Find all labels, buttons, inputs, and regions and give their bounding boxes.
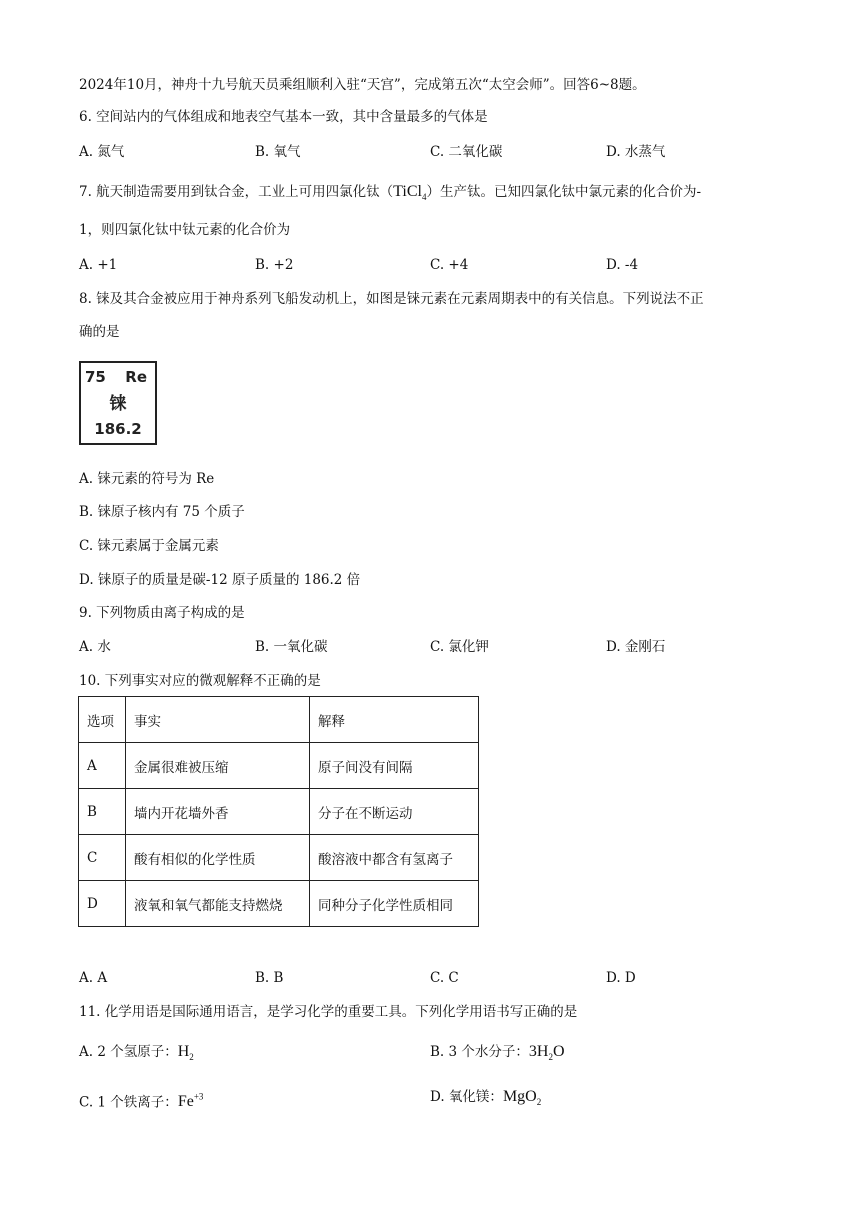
q8-option-d: D. 铼原子的质量是碳-12 原子质量的 186.2 倍 bbox=[79, 572, 361, 588]
q11-option-c bbox=[79, 1088, 203, 1111]
table-cell: D bbox=[79, 881, 126, 927]
q11-option-a bbox=[79, 1043, 194, 1066]
q8-option-c: C. 铼元素属于金属元素 bbox=[79, 538, 219, 554]
formula-tail: O bbox=[552, 1043, 565, 1060]
q7-formula-main: TiCl bbox=[393, 183, 422, 200]
table-cell: 酸有相似的化学性质 bbox=[126, 835, 310, 881]
question-8-stem-line2: 确的是 bbox=[79, 324, 120, 340]
table-cell: 液氧和氧气都能支持燃烧 bbox=[126, 881, 310, 927]
q7-formula bbox=[393, 183, 427, 203]
question-7-stem-line1 bbox=[79, 183, 701, 206]
table-cell: B bbox=[79, 789, 126, 835]
table-row bbox=[79, 835, 479, 881]
q7-option-c: C. +4 bbox=[430, 257, 469, 273]
formula-sup: +3 bbox=[193, 1092, 204, 1102]
q6-option-b: B. 氧气 bbox=[255, 144, 301, 160]
q11-option-d-formula bbox=[502, 1088, 542, 1108]
q11-option-c-label: C. 1 个铁离子： bbox=[79, 1094, 178, 1111]
q8-option-a: A. 铼元素的符号为 Re bbox=[79, 471, 215, 487]
q7-option-b: B. +2 bbox=[255, 257, 294, 273]
q11-option-d bbox=[430, 1088, 541, 1111]
q11-option-a-label: A. 2 个氢原子： bbox=[79, 1044, 178, 1060]
formula-main: H bbox=[177, 1043, 190, 1060]
q7-stem-part2: ）生产钛。已知四氯化钛中氯元素的化合价为- bbox=[426, 184, 702, 200]
question-9-stem: 9. 下列物质由离子构成的是 bbox=[79, 605, 245, 621]
q7-option-d: D. -4 bbox=[606, 257, 639, 273]
q7-stem-part1: 7. 航天制造需要用到钛合金，工业上可用四氯化钛（ bbox=[79, 184, 394, 200]
q11-option-a-formula bbox=[177, 1043, 194, 1063]
formula-main: 3H bbox=[528, 1043, 549, 1060]
question-7-stem-line2: 1，则四氯化钛中钛元素的化合价为 bbox=[79, 222, 291, 238]
question-6-stem: 6. 空间站内的气体组成和地表空气基本一致，其中含量最多的气体是 bbox=[79, 109, 488, 125]
table-row bbox=[79, 743, 479, 789]
table-row bbox=[79, 789, 479, 835]
q6-option-a: A. 氮气 bbox=[79, 144, 125, 160]
atomic-mass: 186.2 bbox=[94, 420, 142, 438]
passage-intro: 2024年10月，神舟十九号航天员乘组顺利入驻“天宫”，完成第五次“太空会师”。回答6~8题。 bbox=[79, 77, 646, 93]
facts-table bbox=[78, 696, 479, 927]
table-cell: 金属很难被压缩 bbox=[126, 743, 310, 789]
table-cell: 墙内开花墙外香 bbox=[126, 789, 310, 835]
q8-option-b: B. 铼原子核内有 75 个质子 bbox=[79, 504, 245, 520]
table-cell: 原子间没有间隔 bbox=[310, 743, 479, 789]
atomic-number: 75 bbox=[85, 368, 106, 386]
q9-option-a: A. 水 bbox=[79, 639, 111, 655]
q10-option-d: D. D bbox=[606, 970, 636, 986]
question-11-stem: 11. 化学用语是国际通用语言，是学习化学的重要工具。下列化学用语书写正确的是 bbox=[79, 1004, 578, 1020]
table-cell: C bbox=[79, 835, 126, 881]
table-row bbox=[79, 881, 479, 927]
table-header-row bbox=[79, 697, 479, 743]
q10-option-c: C. C bbox=[430, 970, 459, 986]
table-header-cell: 事实 bbox=[126, 697, 310, 743]
formula-sub: 2 bbox=[536, 1097, 542, 1108]
question-8-stem-line1: 8. 铼及其合金被应用于神舟系列飞船发动机上，如图是铼元素在元素周期表中的有关信息。下列说法不正 bbox=[79, 291, 704, 307]
table-header-cell: 解释 bbox=[310, 697, 479, 743]
q11-option-b-formula bbox=[528, 1043, 565, 1063]
formula-sub: 2 bbox=[189, 1052, 194, 1063]
table-cell: 同种分子化学性质相同 bbox=[310, 881, 479, 927]
question-10-stem: 10. 下列事实对应的微观解释不正确的是 bbox=[79, 673, 321, 689]
q7-option-a: A. +1 bbox=[79, 257, 118, 273]
q7-formula-sub: 4 bbox=[421, 192, 427, 203]
q9-option-d: D. 金刚石 bbox=[606, 639, 666, 655]
q9-option-b: B. 一氧化碳 bbox=[255, 639, 328, 655]
q6-option-d: D. 水蒸气 bbox=[606, 144, 666, 160]
table-header-cell: 选项 bbox=[79, 697, 126, 743]
q11-option-d-label: D. 氧化镁： bbox=[430, 1089, 503, 1105]
q9-option-c: C. 氯化钾 bbox=[430, 639, 489, 655]
formula-main: Fe bbox=[177, 1093, 194, 1111]
q10-option-b: B. B bbox=[255, 970, 284, 986]
element-symbol: Re bbox=[125, 368, 147, 386]
formula-main: MgO bbox=[502, 1088, 537, 1105]
q11-option-b-label: B. 3 个水分子： bbox=[430, 1044, 529, 1060]
table-cell: 分子在不断运动 bbox=[310, 789, 479, 835]
element-name: 铼 bbox=[109, 394, 127, 414]
q11-option-b bbox=[430, 1043, 565, 1066]
q10-option-a: A. A bbox=[79, 970, 108, 986]
formula-sub: 2 bbox=[548, 1052, 553, 1063]
periodic-table-cell bbox=[79, 361, 157, 445]
table-cell: 酸溶液中都含有氢离子 bbox=[310, 835, 479, 881]
q11-option-c-formula bbox=[178, 1093, 204, 1110]
q6-option-c: C. 二氧化碳 bbox=[430, 144, 503, 160]
table-cell: A bbox=[79, 743, 126, 789]
